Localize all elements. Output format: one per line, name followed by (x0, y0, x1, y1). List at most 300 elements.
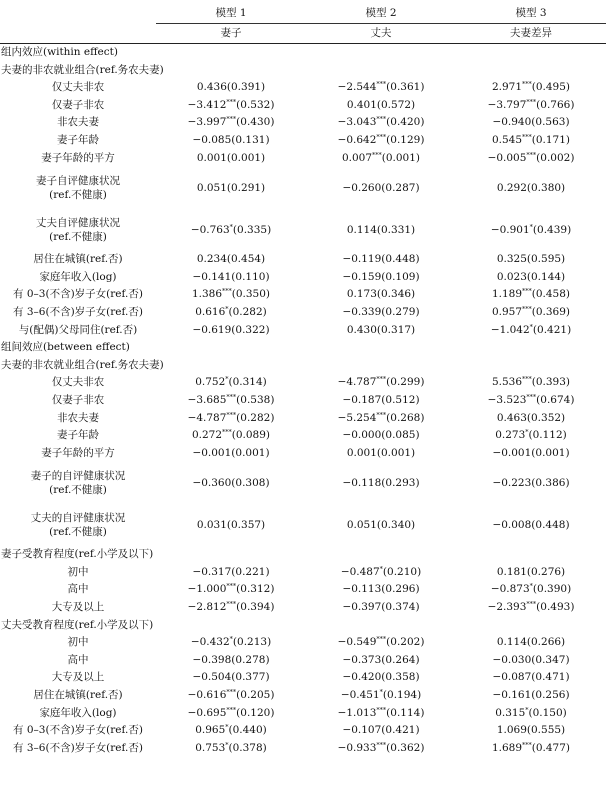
row-label-line: 丈夫自评健康状况 (36, 217, 120, 230)
significance-stars: *** (226, 115, 237, 124)
coef-cell-m3 (456, 581, 606, 599)
coef-cell-m2 (306, 427, 456, 445)
significance-stars: * (225, 740, 229, 749)
section-label: 妻子受教育程度(ref.小学及以下) (1, 548, 154, 561)
coef-cell-m2 (306, 251, 456, 269)
row-label: 妻子年龄的平方 (41, 151, 115, 164)
std-error: (0.002) (536, 151, 575, 164)
coef-value: −0.159(0.109) (342, 270, 420, 283)
significance-stars: * (379, 688, 383, 697)
std-error: (0.194) (382, 689, 422, 702)
coef-cell-m1 (156, 286, 306, 304)
row-label: 有 0–3(不含)岁子女(ref.否) (13, 288, 143, 301)
header-blank (0, 4, 156, 24)
table-row (0, 410, 606, 428)
coef-value: −0.118(0.293) (342, 477, 420, 490)
coef-value: −0.223(0.386) (492, 477, 570, 490)
significance-stars: *** (522, 740, 532, 749)
coef-cell-m1 (156, 304, 306, 322)
coef-value: −0.451 (340, 689, 380, 702)
coef-value: −0.087(0.471) (492, 671, 570, 684)
coef-value: −0.161(0.256) (492, 689, 570, 702)
coef-cell-m3 (456, 150, 606, 168)
significance-stars: *** (522, 287, 532, 296)
coef-cell-m1 (156, 269, 306, 287)
row-label-line: (ref.不健康) (49, 484, 107, 497)
coef-value: 0.753 (195, 741, 226, 754)
coef-value: −1.013 (337, 706, 377, 719)
coef-value: −0.119(0.448) (342, 253, 420, 266)
std-error: (0.202) (386, 636, 425, 649)
table-row (0, 599, 606, 617)
table-row (0, 504, 606, 546)
regression-table (0, 4, 606, 757)
coef-cell-m1 (156, 150, 306, 168)
row-label-line: 丈夫的自评健康状况 (30, 512, 126, 525)
coef-value: −0.317(0.221) (192, 565, 270, 578)
coef-value: −1.000 (187, 583, 227, 596)
coef-cell-m3 (456, 269, 606, 287)
coef-cell-m3 (456, 599, 606, 617)
row-label-line: (ref.不健康) (49, 231, 107, 244)
table-row (0, 705, 606, 723)
coef-cell-m2 (306, 79, 456, 97)
coef-value: −0.085(0.131) (192, 133, 270, 146)
coef-value: −0.107(0.421) (342, 724, 420, 737)
significance-stars: * (225, 375, 229, 384)
table-row (0, 132, 606, 150)
significance-stars: * (225, 304, 229, 313)
header-model-3: 模型 3 (456, 4, 606, 24)
coef-cell-m2 (306, 114, 456, 132)
significance-stars: *** (376, 740, 387, 749)
significance-stars: *** (522, 80, 532, 89)
row-label: 大专及以上 (51, 671, 105, 684)
std-error: (0.001) (381, 151, 421, 164)
coef-cell-m2 (306, 740, 456, 758)
std-error: (0.495) (531, 81, 571, 94)
row-label: 仅丈夫非农 (51, 81, 105, 94)
table-row (0, 652, 606, 670)
coef-value: 0.114(0.266) (496, 636, 566, 649)
coef-value: −0.360(0.308) (192, 477, 270, 490)
significance-stars: * (229, 223, 233, 232)
coef-cell-m2 (306, 97, 456, 115)
table-row (0, 167, 606, 209)
coef-cell-m1 (156, 722, 306, 740)
coef-cell-m2 (306, 705, 456, 723)
row-label: 与(配偶)父母同住(ref.否) (18, 323, 138, 336)
std-error: (0.390) (532, 583, 572, 596)
coef-cell-m1 (156, 322, 306, 340)
significance-stars: *** (376, 80, 387, 89)
coef-value: −3.043 (337, 116, 377, 129)
table-body (0, 44, 606, 758)
coef-cell-m2 (306, 634, 456, 652)
row-label: 初中 (67, 636, 89, 649)
std-error: (0.378) (228, 741, 267, 754)
row-label: 高中 (67, 583, 89, 596)
coef-cell-m1 (156, 687, 306, 705)
coef-value: −4.787 (337, 376, 377, 389)
coef-cell-m1 (156, 132, 306, 150)
coef-value: −0.873 (490, 583, 530, 596)
section-label: 丈夫受教育程度(ref.小学及以下) (1, 618, 154, 631)
coef-cell-m3 (456, 79, 606, 97)
coef-value: −0.616 (187, 689, 227, 702)
significance-stars: *** (376, 410, 387, 419)
table-row (0, 445, 606, 463)
coef-value: −0.008(0.448) (492, 519, 570, 532)
coef-value: −0.398(0.278) (192, 653, 270, 666)
coef-cell-m3 (456, 740, 606, 758)
coef-cell-m1 (156, 634, 306, 652)
coef-cell-m3 (456, 167, 606, 209)
coef-value: −2.544 (337, 81, 377, 94)
coef-value: 1.386 (191, 288, 223, 301)
coef-value: −0.001(0.001) (192, 446, 270, 459)
coef-cell-m3 (456, 374, 606, 392)
coef-cell-m1 (156, 740, 306, 758)
significance-stars: *** (526, 392, 537, 401)
coef-cell-m3 (456, 427, 606, 445)
coef-cell-m2 (306, 392, 456, 410)
table-row (0, 322, 606, 340)
std-error: (0.394) (236, 601, 275, 614)
std-error: (0.112) (528, 429, 567, 442)
table-row (0, 79, 606, 97)
coef-value: −3.523 (487, 393, 527, 406)
coef-value: −3.997 (187, 116, 227, 129)
coef-value: −0.187(0.512) (342, 393, 420, 406)
coef-value: 0.616 (195, 305, 226, 318)
std-error: (0.674) (536, 393, 575, 406)
table-header (0, 4, 606, 44)
coef-cell-m3 (456, 97, 606, 115)
coef-value: 0.181(0.276) (496, 565, 566, 578)
significance-stars: * (525, 705, 529, 714)
coef-cell-m1 (156, 462, 306, 504)
table-row (0, 269, 606, 287)
coef-cell-m1 (156, 251, 306, 269)
section-row (0, 339, 606, 357)
std-error: (0.361) (386, 81, 425, 94)
coef-cell-m2 (306, 687, 456, 705)
std-error: (0.493) (536, 601, 575, 614)
coef-cell-m2 (306, 669, 456, 687)
row-label: 妻子年龄的平方 (41, 446, 115, 459)
coef-cell-m1 (156, 114, 306, 132)
coef-value: 0.001(0.001) (346, 446, 416, 459)
std-error: (0.314) (228, 376, 267, 389)
row-label (0, 462, 156, 504)
std-error: (0.532) (236, 98, 275, 111)
coef-value: −0.373(0.264) (342, 653, 420, 666)
coef-value: 0.965 (195, 724, 226, 737)
coef-cell-m2 (306, 722, 456, 740)
coef-value: −0.141(0.110) (192, 270, 270, 283)
std-error: (0.335) (232, 224, 272, 237)
significance-stars: *** (372, 150, 382, 159)
coef-value: −2.812 (187, 601, 227, 614)
std-error: (0.150) (528, 706, 567, 719)
coef-cell-m3 (456, 132, 606, 150)
coef-value: −1.042 (490, 323, 530, 336)
row-label: 仅丈夫非农 (51, 376, 105, 389)
coef-cell-m2 (306, 132, 456, 150)
std-error: (0.210) (382, 565, 422, 578)
coef-value: 0.315 (495, 706, 526, 719)
row-label: 高中 (67, 653, 89, 666)
coef-value: −0.504(0.377) (192, 671, 270, 684)
row-label-line: 妻子自评健康状况 (36, 175, 120, 188)
coef-value: 0.325(0.595) (496, 253, 566, 266)
significance-stars: *** (222, 287, 232, 296)
coef-cell-m2 (306, 504, 456, 546)
std-error: (0.421) (532, 323, 572, 336)
table-row (0, 687, 606, 705)
row-label: 居住在城镇(ref.否) (33, 689, 123, 702)
significance-stars: *** (226, 705, 237, 714)
significance-stars: *** (376, 375, 387, 384)
coef-value: −2.393 (487, 601, 527, 614)
coef-cell-m2 (306, 410, 456, 428)
section-row (0, 62, 606, 80)
row-label: 有 0–3(不含)岁子女(ref.否) (13, 724, 143, 737)
significance-stars: * (229, 635, 233, 644)
table-row (0, 740, 606, 758)
coef-cell-m2 (306, 322, 456, 340)
coef-cell-m1 (156, 564, 306, 582)
significance-stars: *** (526, 600, 537, 609)
coef-value: −3.685 (187, 393, 227, 406)
row-label: 有 3–6(不含)岁子女(ref.否) (13, 305, 143, 318)
row-label: 初中 (67, 565, 89, 578)
significance-stars: *** (226, 600, 237, 609)
significance-stars: *** (522, 132, 532, 141)
coef-value: 0.401(0.572) (346, 98, 416, 111)
coef-value: 2.971 (491, 81, 523, 94)
std-error: (0.393) (531, 376, 571, 389)
std-error: (0.114) (386, 706, 425, 719)
std-error: (0.458) (531, 288, 571, 301)
coef-cell-m3 (456, 687, 606, 705)
coef-value: −4.787 (187, 411, 227, 424)
coef-value: −0.113(0.296) (342, 583, 420, 596)
coef-cell-m1 (156, 504, 306, 546)
std-error: (0.369) (531, 305, 571, 318)
coef-cell-m2 (306, 269, 456, 287)
coef-cell-m2 (306, 374, 456, 392)
coef-value: 0.957 (491, 305, 523, 318)
row-label (0, 167, 156, 209)
row-label (0, 504, 156, 546)
coef-value: 0.051(0.291) (196, 182, 266, 195)
coef-cell-m3 (456, 304, 606, 322)
std-error: (0.430) (236, 116, 275, 129)
coef-value: −0.339(0.279) (342, 305, 420, 318)
section-row (0, 357, 606, 375)
coef-cell-m1 (156, 427, 306, 445)
section-label: 组间效应(between effect) (1, 341, 130, 354)
coef-value: −0.260(0.287) (342, 182, 420, 195)
std-error: (0.766) (536, 98, 575, 111)
coef-cell-m3 (456, 634, 606, 652)
coef-cell-m2 (306, 581, 456, 599)
coef-cell-m3 (456, 652, 606, 670)
table-row (0, 209, 606, 251)
coef-cell-m1 (156, 209, 306, 251)
coef-value: 0.001(0.001) (196, 151, 266, 164)
table-row (0, 251, 606, 269)
row-label: 妻子年龄 (57, 133, 99, 146)
significance-stars: *** (376, 132, 387, 141)
coef-value: −0.420(0.358) (342, 671, 420, 684)
coef-cell-m3 (456, 286, 606, 304)
coef-value: 5.536 (491, 376, 523, 389)
coef-value: −0.549 (337, 636, 377, 649)
significance-stars: *** (526, 150, 537, 159)
coef-value: 0.007 (341, 151, 373, 164)
coef-cell-m1 (156, 581, 306, 599)
table-row (0, 286, 606, 304)
coef-cell-m2 (306, 150, 456, 168)
coef-cell-m1 (156, 97, 306, 115)
coef-cell-m2 (306, 167, 456, 209)
table-row (0, 150, 606, 168)
significance-stars: *** (222, 428, 232, 437)
row-label-line: 妻子的自评健康状况 (30, 470, 126, 483)
coef-cell-m3 (456, 209, 606, 251)
coef-cell-m3 (456, 322, 606, 340)
coef-cell-m3 (456, 504, 606, 546)
std-error: (0.205) (236, 689, 275, 702)
significance-stars: *** (522, 375, 532, 384)
coef-cell-m1 (156, 167, 306, 209)
coef-value: 0.023(0.144) (496, 270, 566, 283)
table-row (0, 634, 606, 652)
table-row (0, 114, 606, 132)
row-label: 有 3–6(不含)岁子女(ref.否) (13, 741, 143, 754)
row-label-line: (ref.不健康) (49, 526, 107, 539)
coef-cell-m2 (306, 209, 456, 251)
table-row (0, 564, 606, 582)
coef-value: −0.695 (187, 706, 227, 719)
significance-stars: * (379, 564, 383, 573)
std-error: (0.477) (531, 741, 571, 754)
coef-cell-m1 (156, 79, 306, 97)
std-error: (0.282) (236, 411, 275, 424)
std-error: (0.362) (386, 741, 425, 754)
coef-cell-m1 (156, 599, 306, 617)
coef-value: −3.412 (187, 98, 227, 111)
std-error: (0.282) (228, 305, 267, 318)
coef-value: −5.254 (337, 411, 377, 424)
coef-cell-m3 (456, 669, 606, 687)
coef-cell-m3 (456, 392, 606, 410)
significance-stars: *** (226, 688, 237, 697)
table-row (0, 722, 606, 740)
coef-cell-m1 (156, 652, 306, 670)
coef-cell-m2 (306, 564, 456, 582)
coef-value: −0.901 (490, 224, 530, 237)
coef-cell-m3 (456, 462, 606, 504)
section-row (0, 44, 606, 62)
coef-value: −0.487 (340, 565, 380, 578)
coef-value: 0.051(0.340) (346, 519, 416, 532)
coef-value: 0.752 (195, 376, 226, 389)
section-label: 夫妻的非农就业组合(ref.务农夫妻) (1, 358, 164, 371)
coef-value: −0.397(0.374) (342, 601, 420, 614)
std-error: (0.129) (386, 133, 425, 146)
coef-value: 0.273 (495, 429, 526, 442)
std-error: (0.120) (236, 706, 275, 719)
row-label: 仅妻子非农 (51, 98, 105, 111)
row-label (0, 209, 156, 251)
significance-stars: *** (526, 97, 537, 106)
coef-cell-m1 (156, 705, 306, 723)
row-label: 仅妻子非农 (51, 393, 105, 406)
row-label: 非农夫妻 (57, 116, 99, 129)
std-error: (0.350) (231, 288, 271, 301)
significance-stars: *** (376, 705, 387, 714)
header-model-2: 模型 2 (306, 4, 456, 24)
coef-value: 0.031(0.357) (196, 519, 266, 532)
std-error: (0.089) (231, 429, 271, 442)
table-row (0, 374, 606, 392)
coef-value: −0.000(0.085) (342, 429, 420, 442)
row-label: 妻子年龄 (57, 429, 99, 442)
table-row (0, 581, 606, 599)
coef-value: −0.940(0.563) (492, 116, 570, 129)
std-error: (0.299) (386, 376, 425, 389)
section-row (0, 617, 606, 635)
coef-value: 0.292(0.380) (496, 182, 566, 195)
header-sub-difference: 夫妻差异 (456, 24, 606, 44)
significance-stars: * (529, 582, 533, 591)
row-label: 家庭年收入(log) (39, 270, 117, 283)
row-label: 家庭年收入(log) (39, 706, 117, 719)
coef-value: −0.030(0.347) (492, 653, 570, 666)
coef-cell-m1 (156, 445, 306, 463)
coef-cell-m2 (306, 445, 456, 463)
row-label: 非农夫妻 (57, 411, 99, 424)
coef-value: 0.234(0.454) (196, 253, 266, 266)
coef-value: 0.463(0.352) (496, 411, 566, 424)
table-row (0, 392, 606, 410)
coef-value: 0.430(0.317) (346, 323, 416, 336)
section-row (0, 546, 606, 564)
significance-stars: *** (522, 304, 532, 313)
header-sub-wife: 妻子 (156, 24, 306, 44)
std-error: (0.440) (228, 724, 267, 737)
significance-stars: *** (226, 410, 237, 419)
coef-value: 1.069(0.555) (496, 724, 566, 737)
coef-cell-m3 (456, 445, 606, 463)
header-sub-husband: 丈夫 (306, 24, 456, 44)
coef-value: −0.432 (190, 636, 230, 649)
std-error: (0.439) (532, 224, 572, 237)
coef-cell-m2 (306, 599, 456, 617)
std-error: (0.420) (386, 116, 425, 129)
section-label: 夫妻的非农就业组合(ref.务农夫妻) (1, 63, 164, 76)
coef-cell-m3 (456, 114, 606, 132)
row-label: 大专及以上 (51, 601, 105, 614)
coef-value: 0.272 (191, 429, 223, 442)
significance-stars: *** (376, 115, 387, 124)
coef-cell-m2 (306, 304, 456, 322)
coef-value: 0.545 (491, 133, 523, 146)
